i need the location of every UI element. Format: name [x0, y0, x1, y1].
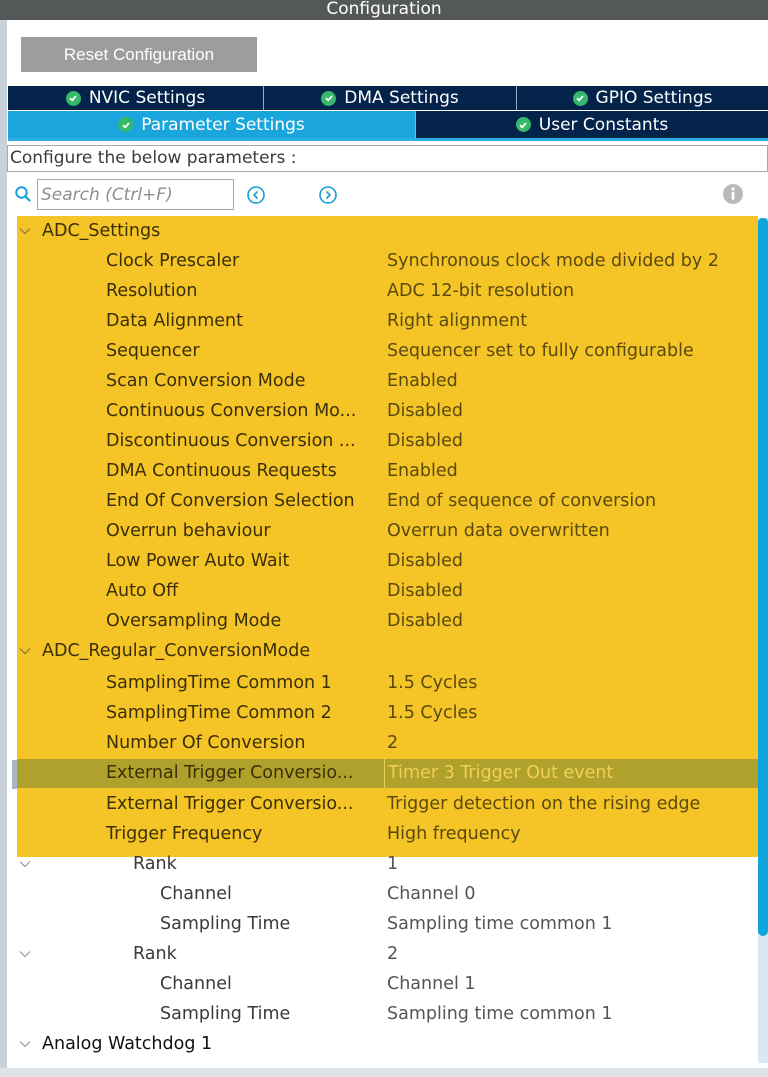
chevron-down-icon[interactable] [17, 1029, 33, 1059]
param-name: Channel [160, 974, 232, 994]
tree-row[interactable] [17, 366, 758, 396]
param-name: DMA Continuous Requests [106, 461, 337, 481]
group-label: Analog Watchdog 1 [42, 1034, 213, 1054]
tree-row[interactable] [17, 606, 758, 636]
param-value[interactable]: High frequency [387, 824, 521, 844]
param-name: SamplingTime Common 1 [106, 673, 332, 693]
tree-row[interactable] [17, 728, 758, 758]
param-value[interactable]: Channel 0 [387, 884, 476, 904]
tab-label: Parameter Settings [141, 114, 305, 135]
tree-row[interactable] [17, 909, 758, 939]
tab-dma-settings[interactable] [264, 86, 517, 110]
param-value[interactable]: Enabled [387, 371, 458, 391]
scrollbar-thumb[interactable] [758, 218, 768, 936]
param-value[interactable]: Channel 1 [387, 974, 476, 994]
search-toolbar [14, 177, 768, 211]
tree-row[interactable] [17, 668, 758, 698]
param-value[interactable]: Synchronous clock mode divided by 2 [387, 251, 719, 271]
check-circle-icon [516, 117, 531, 132]
param-value[interactable]: Sampling time common 1 [387, 1004, 613, 1024]
tab-parameter-settings[interactable] [8, 111, 416, 138]
param-value[interactable]: Disabled [387, 581, 464, 601]
search-input[interactable] [37, 179, 234, 210]
param-name: Oversampling Mode [106, 611, 282, 631]
previous-result-icon[interactable] [246, 185, 266, 205]
param-value[interactable]: Right alignment [387, 311, 528, 331]
param-value[interactable]: Sequencer set to fully configurable [387, 341, 694, 361]
param-name: Channel [160, 884, 232, 904]
check-circle-icon [66, 91, 81, 106]
tree-row[interactable] [17, 456, 758, 486]
param-name: External Trigger Conversio... [106, 763, 354, 783]
configure-label: Configure the below parameters : [7, 145, 768, 172]
reset-configuration-button[interactable]: Reset Configuration [21, 37, 257, 72]
search-icon[interactable] [14, 185, 32, 203]
param-value[interactable]: 1.5 Cycles [387, 673, 478, 693]
param-value[interactable]: Disabled [387, 431, 464, 451]
param-name: Discontinuous Conversion ... [106, 431, 356, 451]
tree-row[interactable] [17, 306, 758, 336]
tree-row[interactable] [17, 698, 758, 728]
group-label: ADC_Regular_ConversionMode [42, 641, 311, 661]
param-name: Low Power Auto Wait [106, 551, 290, 571]
tab-bar-row-2 [8, 111, 768, 138]
info-icon[interactable] [722, 183, 744, 205]
param-value[interactable]: ADC 12-bit resolution [387, 281, 575, 301]
tree-row[interactable] [17, 246, 758, 276]
param-name: Data Alignment [106, 311, 244, 331]
next-result-icon[interactable] [318, 185, 338, 205]
group-label: ADC_Settings [42, 221, 161, 241]
param-name: Trigger Frequency [106, 824, 263, 844]
param-value[interactable]: Sampling time common 1 [387, 914, 613, 934]
param-name: Clock Prescaler [106, 251, 240, 271]
tree-row[interactable] [17, 879, 758, 909]
param-name: Auto Off [106, 581, 179, 601]
tree-row[interactable] [17, 516, 758, 546]
param-value[interactable]: 2 [387, 733, 399, 753]
check-circle-icon [118, 117, 133, 132]
tree-row[interactable] [17, 396, 758, 426]
window-title: Configuration [0, 0, 768, 20]
window-left-border [0, 20, 7, 1077]
tab-label: DMA Settings [344, 88, 459, 108]
param-name: SamplingTime Common 2 [106, 703, 332, 723]
param-name: External Trigger Conversio... [106, 794, 354, 814]
param-value[interactable]: End of sequence of conversion [387, 491, 657, 511]
tab-bar-row-1 [8, 86, 768, 110]
tree-rank-row[interactable] [17, 849, 758, 879]
tree-row[interactable] [17, 576, 758, 606]
param-name: End Of Conversion Selection [106, 491, 355, 511]
rank-label: Rank [133, 854, 177, 874]
tree-row[interactable] [17, 819, 758, 849]
param-value[interactable]: 1.5 Cycles [387, 703, 478, 723]
param-value[interactable]: Overrun data overwritten [387, 521, 610, 541]
tab-label: NVIC Settings [88, 88, 206, 108]
param-name: Continuous Conversion Mo... [106, 401, 357, 421]
chevron-down-icon[interactable] [17, 636, 33, 666]
rank-value[interactable]: 1 [387, 854, 399, 874]
param-value[interactable]: Disabled [387, 401, 464, 421]
tab-nvic-settings[interactable] [8, 86, 264, 110]
param-value[interactable]: Disabled [387, 551, 464, 571]
tree-row[interactable] [17, 426, 758, 456]
param-name: Scan Conversion Mode [106, 371, 306, 391]
tab-underline [8, 138, 768, 141]
tree-row[interactable] [17, 789, 758, 819]
tab-user-constants[interactable] [416, 111, 768, 138]
param-name: Overrun behaviour [106, 521, 271, 541]
param-value[interactable]: Timer 3 Trigger Out event [384, 759, 613, 788]
param-name: Resolution [106, 281, 198, 301]
rank-label: Rank [133, 944, 177, 964]
param-value[interactable]: Disabled [387, 611, 464, 631]
chevron-down-icon[interactable] [17, 849, 33, 879]
tree-group-analog-watchdog-1[interactable] [17, 1029, 758, 1059]
param-name: Sequencer [106, 341, 200, 361]
tree-row[interactable] [17, 969, 758, 999]
chevron-down-icon[interactable] [17, 939, 33, 969]
param-name: Sampling Time [160, 1004, 291, 1024]
tab-label: User Constants [538, 114, 669, 135]
tree-rank-row[interactable] [17, 939, 758, 969]
rank-value[interactable]: 2 [387, 944, 399, 964]
param-name: Number Of Conversion [106, 733, 306, 753]
window-bottom-border [0, 1068, 768, 1077]
check-circle-icon [321, 91, 336, 106]
param-name: Sampling Time [160, 914, 291, 934]
tree-row[interactable] [17, 999, 758, 1029]
param-value[interactable]: Enabled [387, 461, 458, 481]
chevron-down-icon[interactable] [17, 216, 33, 246]
tree-row[interactable] [17, 546, 758, 576]
tree-row[interactable] [17, 336, 758, 366]
tab-label: GPIO Settings [595, 88, 713, 108]
tree-row-selected[interactable] [17, 759, 758, 788]
tree-row[interactable] [17, 486, 758, 516]
check-circle-icon [573, 91, 588, 106]
tree-group-adc-regular-conversionmode[interactable] [17, 636, 758, 666]
tab-gpio-settings[interactable] [517, 86, 768, 110]
parameter-tree [17, 216, 758, 1066]
tree-group-adc-settings[interactable] [17, 216, 758, 246]
tree-row[interactable] [17, 276, 758, 306]
param-value[interactable]: Trigger detection on the rising edge [387, 794, 701, 814]
